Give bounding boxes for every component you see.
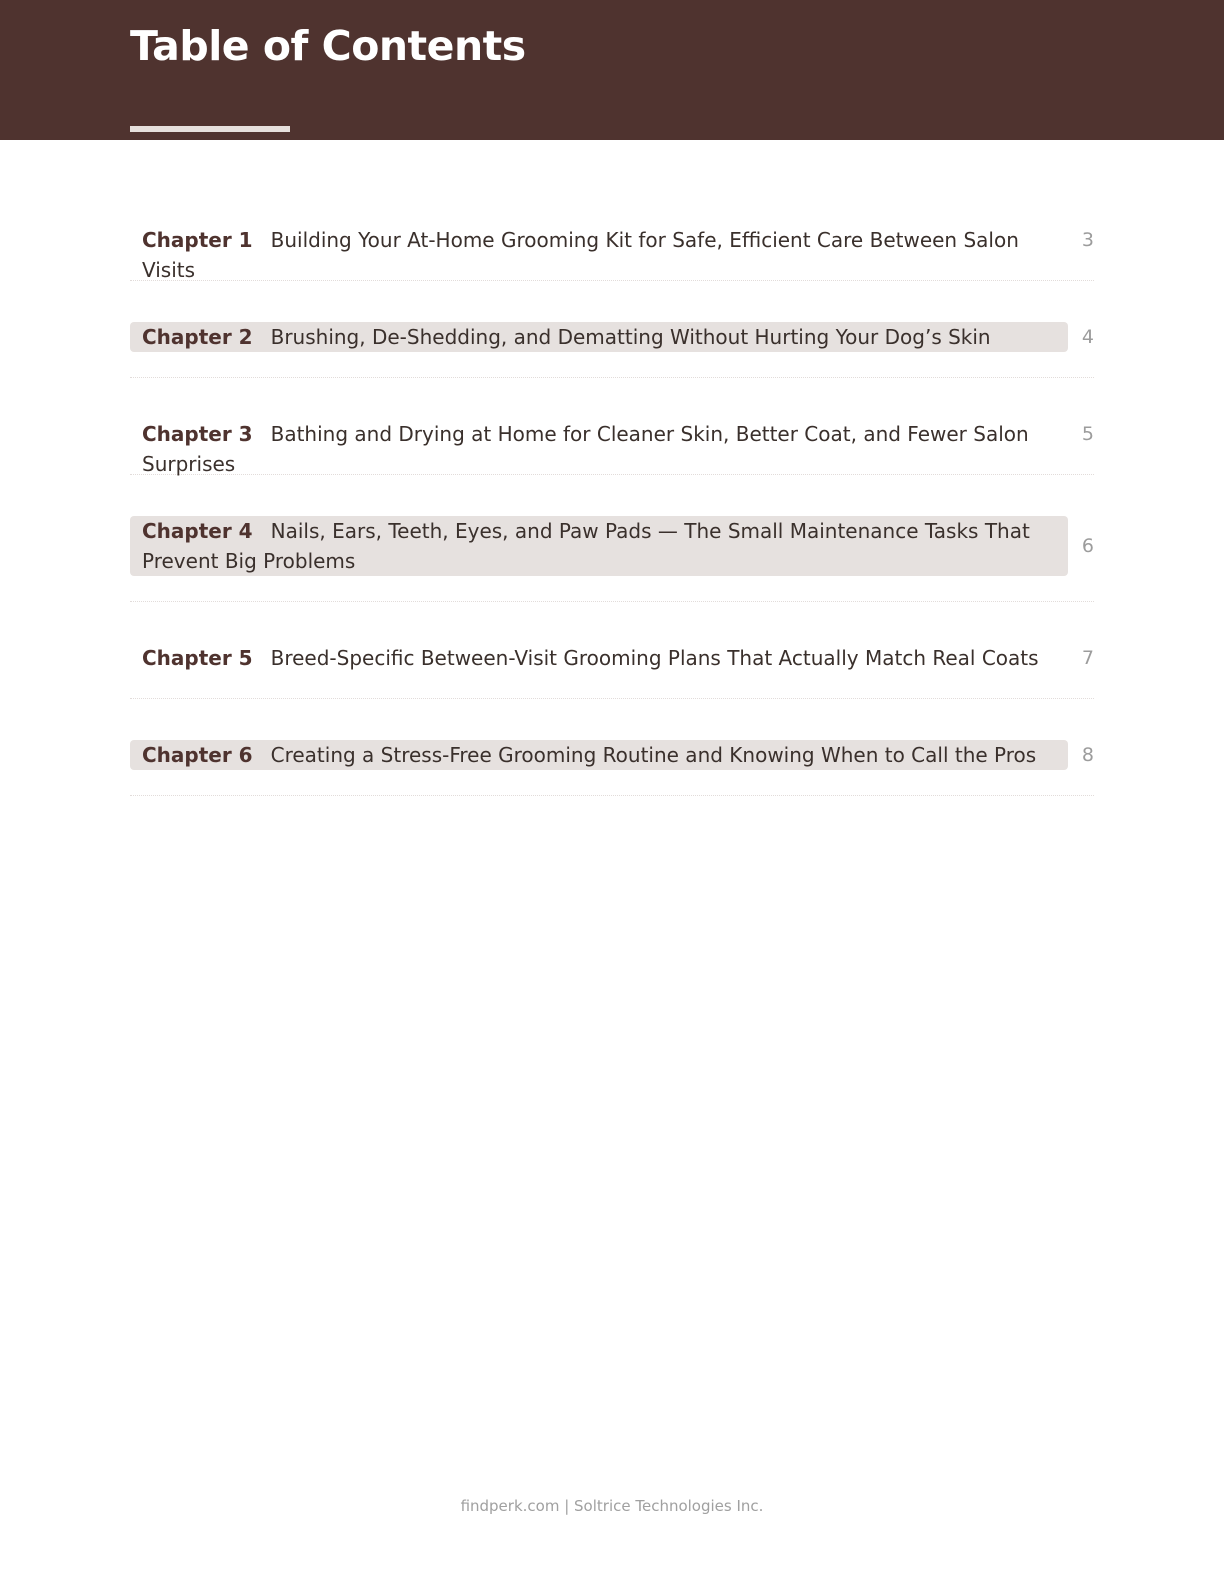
page-number: 8 <box>1081 744 1094 766</box>
page-number: 6 <box>1081 535 1094 557</box>
page-number: 3 <box>1081 229 1094 251</box>
toc-row-chapter-2[interactable] <box>130 281 1094 378</box>
chapter-label: Chapter 6 <box>142 743 253 767</box>
table-of-contents <box>130 210 1094 796</box>
toc-entry <box>130 740 1068 770</box>
toc-entry <box>130 419 1068 479</box>
chapter-title[interactable]: Bathing and Drying at Home for Cleaner Skin, Better Coat, and Fewer Salon Surprises <box>142 422 1029 476</box>
page-title: Table of Contents <box>130 22 526 70</box>
toc-entry <box>130 322 1068 352</box>
page-number: 4 <box>1081 326 1094 348</box>
chapter-title[interactable]: Building Your At-Home Grooming Kit for Safe, Efficient Care Between Salon Visits <box>142 228 1019 282</box>
page-number: 7 <box>1081 647 1094 669</box>
toc-entry <box>130 516 1068 576</box>
chapter-label: Chapter 5 <box>142 646 253 670</box>
chapter-title[interactable]: Brushing, De-Shedding, and Dematting Without Hurting Your Dog’s Skin <box>270 325 991 349</box>
chapter-label: Chapter 4 <box>142 519 253 543</box>
page-footer: findperk.com | Soltrice Technologies Inc. <box>460 1497 764 1515</box>
chapter-label: Chapter 3 <box>142 422 253 446</box>
page-number: 5 <box>1081 423 1094 445</box>
toc-row-chapter-4[interactable] <box>130 475 1094 602</box>
toc-row-chapter-1[interactable] <box>130 210 1094 281</box>
title-underline <box>130 126 290 132</box>
chapter-label: Chapter 1 <box>142 228 253 252</box>
page-header <box>0 0 1224 140</box>
chapter-title[interactable]: Nails, Ears, Teeth, Eyes, and Paw Pads — The Small Maintenance Tasks That Prevent Big Problems <box>142 519 1030 573</box>
chapter-title[interactable]: Creating a Stress-Free Grooming Routine and Knowing When to Call the Pros <box>270 743 1037 767</box>
chapter-title[interactable]: Breed-Specific Between-Visit Grooming Plans That Actually Match Real Coats <box>270 646 1039 670</box>
chapter-label: Chapter 2 <box>142 325 253 349</box>
toc-entry <box>130 225 1068 285</box>
toc-row-chapter-5[interactable] <box>130 602 1094 699</box>
toc-row-chapter-3[interactable] <box>130 378 1094 475</box>
toc-row-chapter-6[interactable] <box>130 699 1094 796</box>
toc-entry <box>130 643 1068 673</box>
